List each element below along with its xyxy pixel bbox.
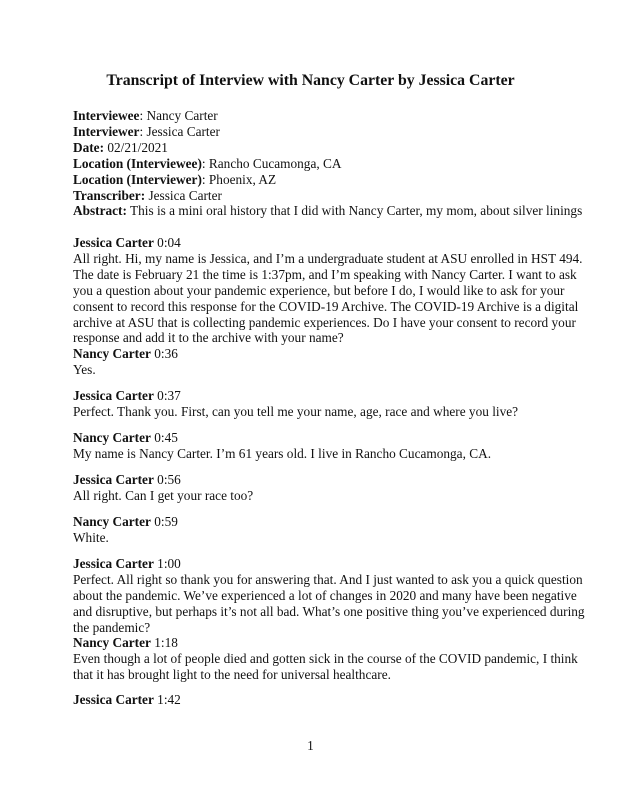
meta-interviewee: [73, 108, 548, 124]
meta-value: Jessica Carter: [148, 187, 222, 203]
text-line: All right. Can I get your race too?: [73, 487, 254, 503]
turn-timestamp: 1:18: [150, 635, 178, 650]
text-line: that it has brought light to the need for universal healthcare.: [73, 666, 391, 682]
turn-text: [73, 650, 578, 683]
turn-timestamp: 0:56: [153, 472, 181, 487]
turn-header: [73, 346, 548, 362]
text-line: response and add it to the archive with your name?: [73, 330, 344, 346]
text-line: and disruptive, but perhaps it’s not all bad. What’s one positive thing you’ve experienced during: [73, 603, 585, 619]
turn-timestamp: 0:04: [153, 235, 181, 250]
transcript-turn: [73, 556, 585, 636]
text-line: Perfect. Thank you. First, can you tell me your name, age, race and where you live?: [73, 403, 519, 419]
speaker-name: Nancy Carter: [73, 346, 151, 361]
interview-metadata: [73, 108, 548, 203]
speaker-name: Jessica Carter: [73, 235, 154, 250]
text-line: the pandemic?: [73, 619, 151, 635]
meta-sep: :: [201, 171, 209, 187]
speaker-name: Jessica Carter: [73, 556, 154, 571]
abstract-label: Abstract:: [73, 203, 127, 218]
speaker-name: Nancy Carter: [73, 430, 151, 445]
transcript-turn: [73, 472, 548, 504]
meta-label: Interviewer: [73, 123, 140, 139]
text-line: Even though a lot of people died and gotten sick in the course of the COVID pandemic, I think: [73, 650, 578, 666]
turn-timestamp: 0:36: [150, 346, 178, 361]
text-line: you a question about your pandemic experience, but before I do, I would like to ask for your: [73, 282, 565, 298]
meta-label: Location (Interviewee): [73, 155, 202, 171]
transcript-turn: [73, 346, 548, 378]
transcript-turn: [73, 388, 548, 420]
speaker-name: Nancy Carter: [73, 514, 151, 529]
transcript-turn: [73, 692, 548, 708]
meta-value: Jessica Carter: [146, 123, 220, 139]
meta-label: Transcriber:: [73, 187, 146, 203]
meta-sep: :: [139, 108, 147, 123]
meta-interviewer: [73, 124, 548, 140]
turn-header: [73, 388, 548, 404]
turn-header: [73, 430, 548, 446]
transcript-turn: [73, 514, 548, 546]
meta-location-interviewee: [73, 156, 548, 172]
text-line: about the pandemic. We’ve experienced a lot of changes in 2020 and many have been negative: [73, 587, 577, 603]
meta-value: Nancy Carter: [146, 108, 218, 123]
meta-label: Location (Interviewer): [73, 171, 202, 187]
text-line: Yes.: [73, 361, 96, 377]
turn-timestamp: 0:45: [150, 430, 178, 445]
text-line: White.: [73, 529, 109, 545]
text-line: archive at ASU that is collecting pandemic experiences. Do I have your consent to record your: [73, 314, 576, 330]
turn-header: [73, 556, 548, 572]
speaker-name: Jessica Carter: [73, 472, 154, 487]
speaker-name: Jessica Carter: [73, 388, 154, 403]
meta-sep: :: [139, 123, 147, 139]
turn-header: [73, 635, 548, 651]
abstract: [73, 203, 583, 219]
turn-timestamp: 1:00: [153, 556, 181, 571]
text-line: consent to record this response for the COVID-19 Archive. The COVID-19 Archive is a digital: [73, 298, 579, 314]
meta-label: Interviewee: [73, 108, 140, 123]
transcript-turn: [73, 635, 578, 683]
text-line: The date is February 21 the time is 1:37pm, and I’m speaking with Nancy Carter. I want to ask: [73, 266, 577, 282]
document-title: Transcript of Interview with Nancy Carter by Jessica Carter: [106, 72, 515, 89]
transcript-turn: [73, 235, 583, 346]
text-line: Perfect. All right so thank you for answering that. And I just wanted to ask you a quick question: [73, 571, 583, 587]
meta-date: [73, 140, 548, 156]
turn-header: [73, 235, 548, 251]
turn-timestamp: 1:42: [153, 692, 181, 707]
turn-timestamp: 0:59: [150, 514, 178, 529]
turn-timestamp: 0:37: [153, 388, 181, 403]
speaker-name: Nancy Carter: [73, 635, 151, 650]
text-line: My name is Nancy Carter. I’m 61 years old. I live in Rancho Cucamonga, CA.: [73, 445, 492, 461]
turn-text: [73, 571, 585, 636]
meta-sep: :: [201, 155, 209, 171]
abstract-text: This is a mini oral history that I did with Nancy Carter, my mom, about silver linings: [126, 203, 583, 218]
turn-header: [73, 692, 548, 708]
meta-value: 02/21/2021: [107, 139, 168, 155]
text-line: All right. Hi, my name is Jessica, and I’m a undergraduate student at ASU enrolled in HST 494.: [73, 250, 583, 266]
speaker-name: Jessica Carter: [73, 692, 154, 707]
turn-header: [73, 514, 548, 530]
meta-label: Date:: [73, 139, 105, 155]
turn-text: [73, 250, 583, 346]
meta-transcriber: [73, 188, 548, 204]
meta-location-interviewer: [73, 172, 548, 188]
transcript-turn: [73, 430, 548, 462]
turn-header: [73, 472, 548, 488]
meta-value: Phoenix, AZ: [208, 171, 277, 187]
page-number: 1: [307, 738, 314, 753]
meta-value: Rancho Cucamonga, CA: [208, 155, 342, 171]
